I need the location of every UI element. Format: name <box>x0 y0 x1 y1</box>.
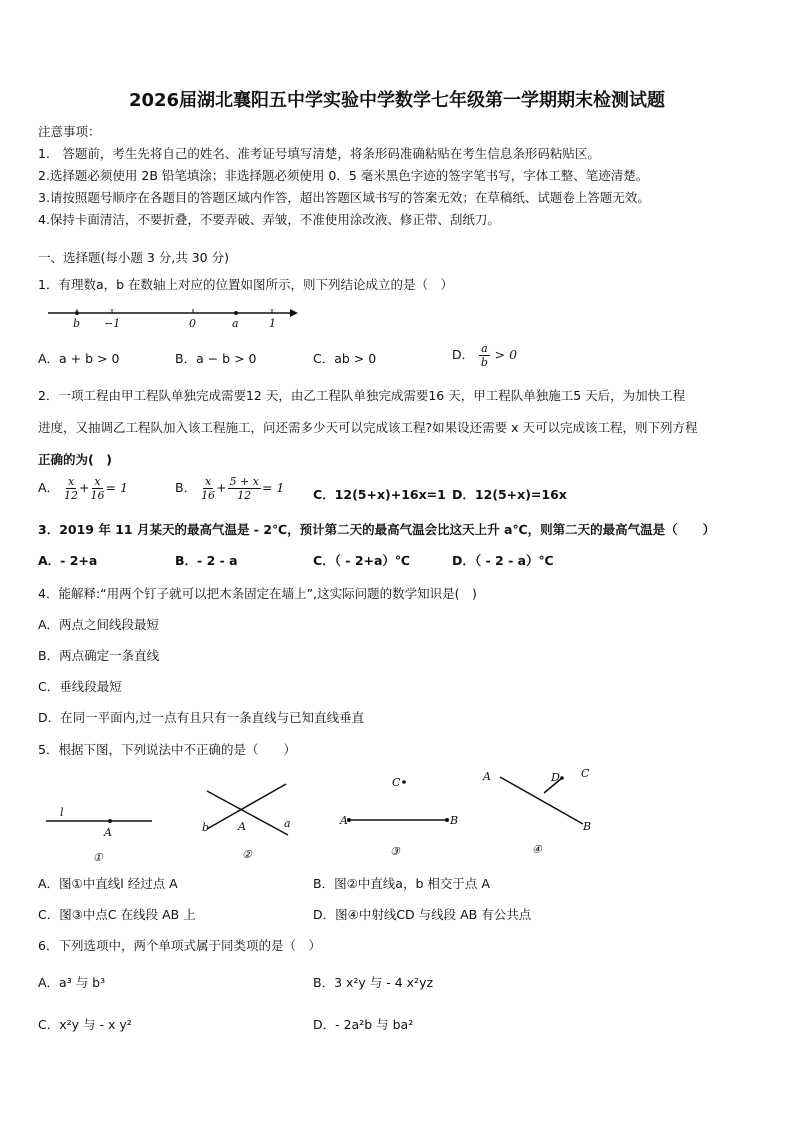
section-heading: 一、选择题(每小题 3 分,共 30 分) <box>38 250 229 265</box>
q6-option-c: C．x²y 与 - x y² <box>38 1017 132 1032</box>
axis-label-1: 1 <box>269 317 276 330</box>
question-3-stem: 3．2019 年 11 月某天的最高气温是 - 2℃，预计第二天的最高气温会比这天上升 a℃，则第二天的最高气温是（ ） <box>38 522 716 537</box>
note-item: 3.请按照题号顺序在各题目的答题区域内作答，超出答题区域书写的答案无效；在草稿纸、试题卷上答题无效。 <box>38 190 650 205</box>
svg-text:A: A <box>340 814 348 827</box>
q1-option-d-label: D． <box>452 347 475 362</box>
q4-option-a: A．两点之间线段最短 <box>38 617 160 632</box>
q4-option-b: B．两点确定一条直线 <box>38 648 160 663</box>
svg-text:B: B <box>583 820 592 833</box>
svg-text:A: A <box>483 770 491 783</box>
question-6-stem: 6．下列选项中，两个单项式属于同类项的是（ ） <box>38 938 321 953</box>
question-5-stem: 5．根据下图，下列说法中不正确的是（ ） <box>38 742 296 757</box>
axis-label-neg1: −1 <box>104 317 121 330</box>
q4-option-c: C．垂线段最短 <box>38 679 122 694</box>
q2-option-d: D．12(5+x)=16x <box>452 487 567 502</box>
q1-option-c: C．ab > 0 <box>313 351 377 366</box>
number-line-figure <box>40 300 302 330</box>
axis-label-0: 0 <box>189 317 196 330</box>
q5-option-a: A．图①中直线l 经过点 A <box>38 876 178 891</box>
svg-text:C: C <box>581 767 590 780</box>
note-item: 4.保持卡面清洁，不要折叠，不要弄破、弄皱，不准使用涂改液、修正带、刮纸刀。 <box>38 212 500 227</box>
q3-option-c: C．（ - 2+a）℃ <box>313 553 411 568</box>
svg-text:a: a <box>284 817 291 830</box>
note-item: 1. 答题前，考生先将自己的姓名、准考证号填写清楚，将条形码准确粘贴在考生信息条形码粘贴区。 <box>38 146 600 161</box>
fraction: $\frac{5 + x}{12}$ <box>229 475 259 502</box>
svg-text:④: ④ <box>532 843 542 856</box>
q5-option-b: B．图②中直线a，b 相交于点 A <box>313 876 490 891</box>
svg-text:A: A <box>104 826 112 839</box>
q4-option-d: D．在同一平面内,过一点有且只有一条直线与已知直线垂直 <box>38 710 365 725</box>
q5-option-c: C．图③中点C 在线段 AB 上 <box>38 907 196 922</box>
q5-option-d: D．图④中射线CD 与线段 AB 有公共点 <box>313 907 532 922</box>
axis-label-a: a <box>232 317 239 330</box>
q2-option-b: B． $\frac{x}{16}$ + $\frac{5 + x}{12}$ = 1 <box>175 475 285 502</box>
fraction: $\frac{a}{b}$ <box>480 342 488 369</box>
fraction: $\frac{x}{12}$ <box>64 475 79 502</box>
q1-option-d-tail: > 0 <box>494 347 518 362</box>
question-2-stem-line2: 进度，又抽调乙工程队加入该工程施工，问还需多少天可以完成该工程?如果设还需要 x 天可以完成该工程，则下列方程 <box>38 420 698 435</box>
svg-text:A: A <box>238 820 246 833</box>
svg-text:①: ① <box>93 851 103 864</box>
fraction: $\frac{x}{16}$ <box>90 475 105 502</box>
svg-text:B: B <box>450 814 459 827</box>
geometry-figures <box>40 764 610 870</box>
axis-label-b: b <box>73 317 81 330</box>
svg-text:D: D <box>551 771 560 784</box>
q3-option-d: D．（ - 2 - a）℃ <box>452 553 554 568</box>
question-4-stem: 4．能解释:“用两个钉子就可以把木条固定在墙上”,这实际问题的数学知识是( ) <box>38 586 477 601</box>
q3-option-a: A．- 2+a <box>38 553 98 568</box>
svg-text:③: ③ <box>390 845 400 858</box>
question-2-stem-line1: 2．一项工程由甲工程队单独完成需要12 天，由乙工程队单独完成需要16 天，甲工程队单独施工5 天后，为加快工程 <box>38 388 686 403</box>
q2-option-a: A． $\frac{x}{12}$ + $\frac{x}{16}$ = 1 <box>38 475 128 502</box>
q6-option-a: A．a³ 与 b³ <box>38 975 106 990</box>
q6-option-b: B．3 x²y 与 - 4 x²yz <box>313 975 434 990</box>
q1-option-d <box>452 342 517 369</box>
q1-option-b: B．a − b > 0 <box>175 351 257 366</box>
svg-text:②: ② <box>242 848 252 861</box>
question-1-stem: 1．有理数a，b 在数轴上对应的位置如图所示，则下列结论成立的是（ ） <box>38 277 454 292</box>
fraction: $\frac{x}{16}$ <box>201 475 216 502</box>
q1-option-a: A．a + b > 0 <box>38 351 120 366</box>
q3-option-b: B．- 2 - a <box>175 553 238 568</box>
note-item: 2.选择题必须使用 2B 铅笔填涂；非选择题必须使用 0．5 毫米黑色字迹的签字笔书写，字体工整、笔迹清楚。 <box>38 168 649 183</box>
svg-text:b: b <box>202 821 210 834</box>
page-title: 2026届湖北襄阳五中学实验中学数学七年级第一学期期末检测试题 <box>128 90 666 111</box>
notes-heading: 注意事项： <box>38 124 101 139</box>
svg-text:C: C <box>392 776 401 789</box>
q2-option-c: C．12(5+x)+16x=1 <box>313 487 446 502</box>
question-2-stem-line3: 正确的为( ) <box>38 452 112 467</box>
svg-text:l: l <box>60 806 64 819</box>
q6-option-d: D．- 2a²b 与 ba² <box>313 1017 414 1032</box>
